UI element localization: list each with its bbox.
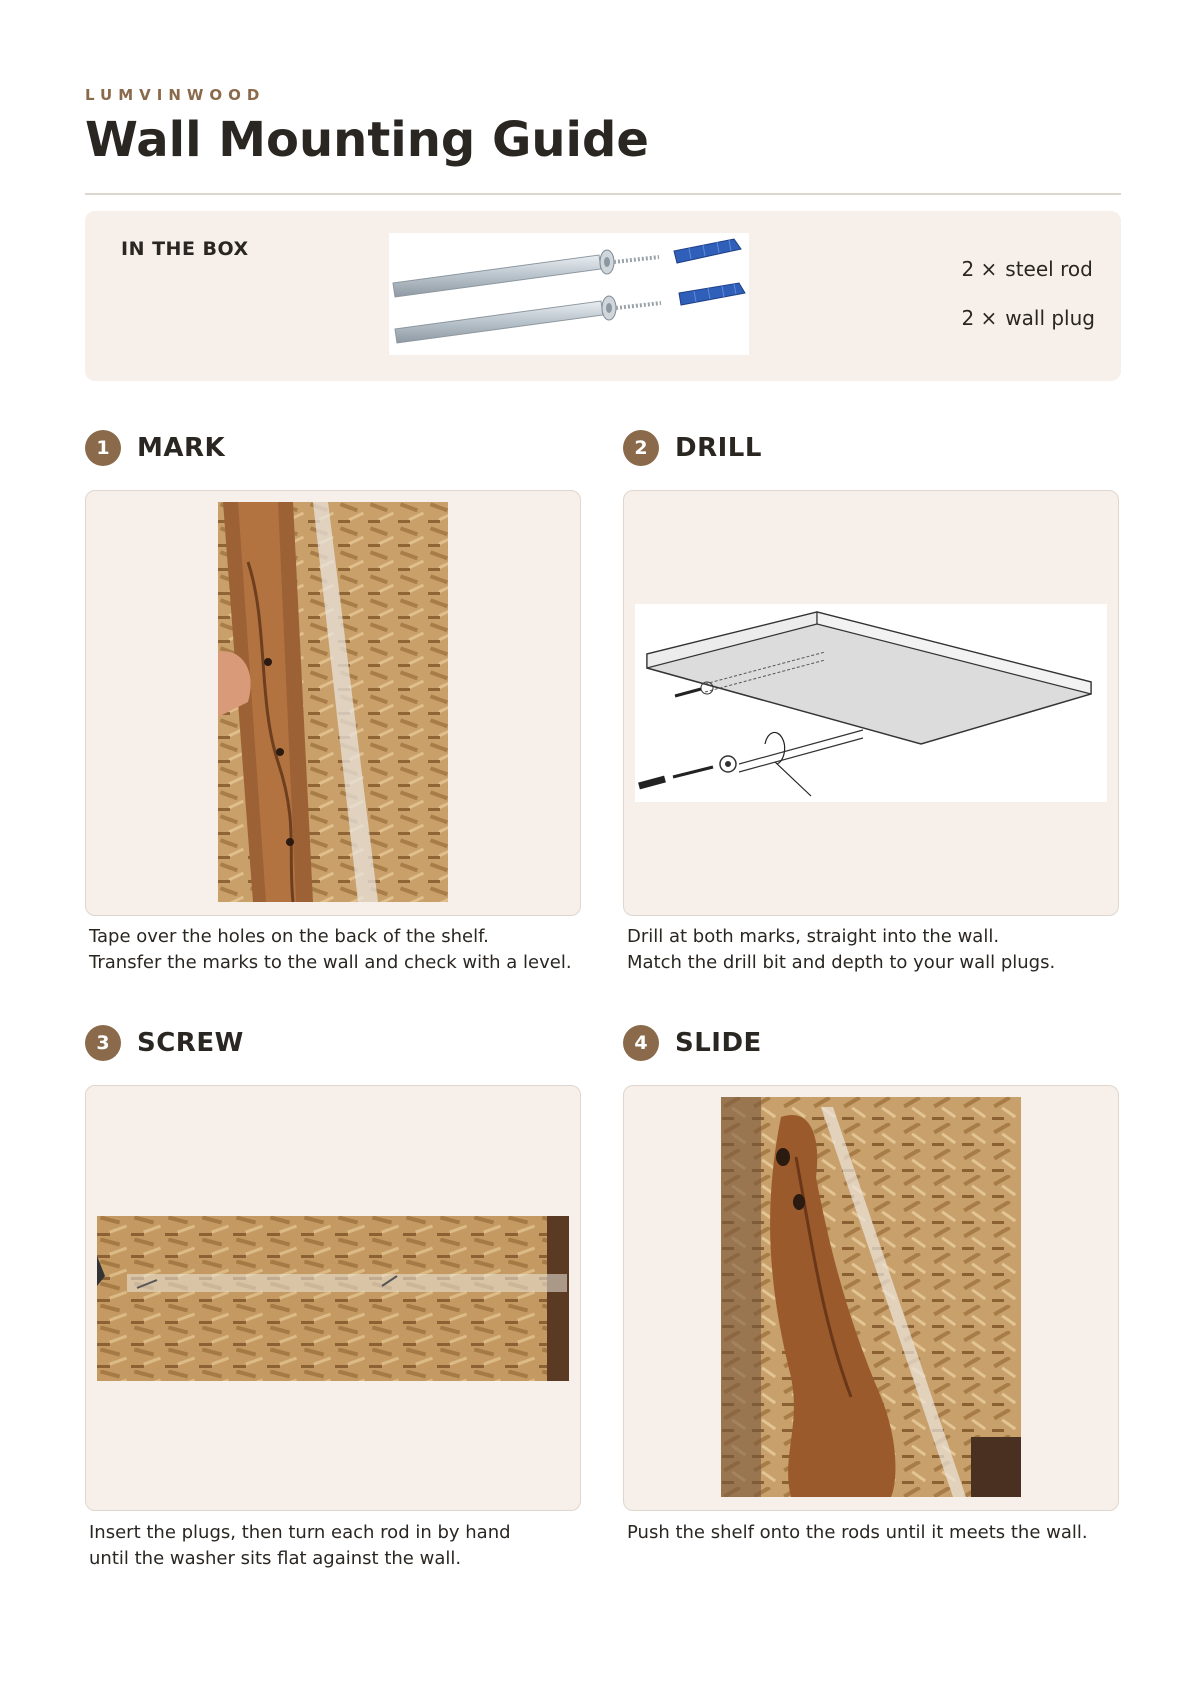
step-2-caption: [627, 924, 1127, 976]
step-1-caption: [89, 924, 589, 976]
item-quantity: 2 ×: [961, 306, 998, 330]
list-item: [957, 257, 1095, 306]
step-4-header: [623, 1025, 762, 1061]
item-name: steel rod: [1005, 257, 1093, 281]
drilling-diagram: [635, 604, 1107, 802]
caption-line: Drill at both marks, straight into the wall.: [627, 926, 1000, 947]
step-title: MARK: [137, 433, 226, 463]
mounted-shelf-photo: [721, 1097, 1021, 1497]
brand-name: LUMVINWOOD: [85, 86, 266, 104]
step-number-badge: 2: [623, 430, 659, 466]
step-number-badge: 3: [85, 1025, 121, 1061]
steel-rod-1: [393, 250, 659, 297]
caption-line: Insert the plugs, then turn each rod in by hand: [89, 1522, 511, 1543]
caption-line: Tape over the holes on the back of the shelf.: [89, 926, 489, 947]
hardware-image: [389, 233, 749, 355]
step-number-badge: 4: [623, 1025, 659, 1061]
in-the-box-panel: [85, 211, 1121, 381]
caption-line: until the washer sits flat against the wall.: [89, 1548, 462, 1569]
step-title: DRILL: [675, 433, 762, 463]
step-title: SLIDE: [675, 1028, 762, 1058]
caption-line: Match the drill bit and depth to your wall plugs.: [627, 952, 1056, 973]
step-3-image-panel: [85, 1085, 581, 1511]
step-3-header: [85, 1025, 244, 1061]
box-contents-list: [957, 257, 1095, 355]
step-4-caption: [627, 1520, 1127, 1546]
steel-rod-2: [395, 296, 661, 343]
list-item: [957, 306, 1095, 355]
rods-in-wall-photo: [97, 1216, 569, 1381]
caption-line: Transfer the marks to the wall and check with a level.: [89, 952, 572, 973]
title-divider: [85, 193, 1121, 195]
step-2-header: [623, 430, 762, 466]
step-title: SCREW: [137, 1028, 244, 1058]
item-quantity: 2 ×: [961, 257, 998, 281]
page-title: Wall Mounting Guide: [85, 112, 649, 168]
caption-line: Push the shelf onto the rods until it meets the wall.: [627, 1522, 1088, 1543]
step-2-image-panel: [623, 490, 1119, 916]
step-4-image-panel: [623, 1085, 1119, 1511]
in-the-box-label: IN THE BOX: [121, 238, 249, 260]
wall-plug-1: [674, 239, 741, 263]
step-3-caption: [89, 1520, 589, 1572]
step-1-image-panel: [85, 490, 581, 916]
wall-plug-2: [679, 283, 745, 305]
step-1-header: [85, 430, 225, 466]
shelf-back-photo: [218, 502, 448, 902]
rods-and-plugs-illustration: [389, 233, 749, 355]
step-number-badge: 1: [85, 430, 121, 466]
item-name: wall plug: [1005, 306, 1095, 330]
